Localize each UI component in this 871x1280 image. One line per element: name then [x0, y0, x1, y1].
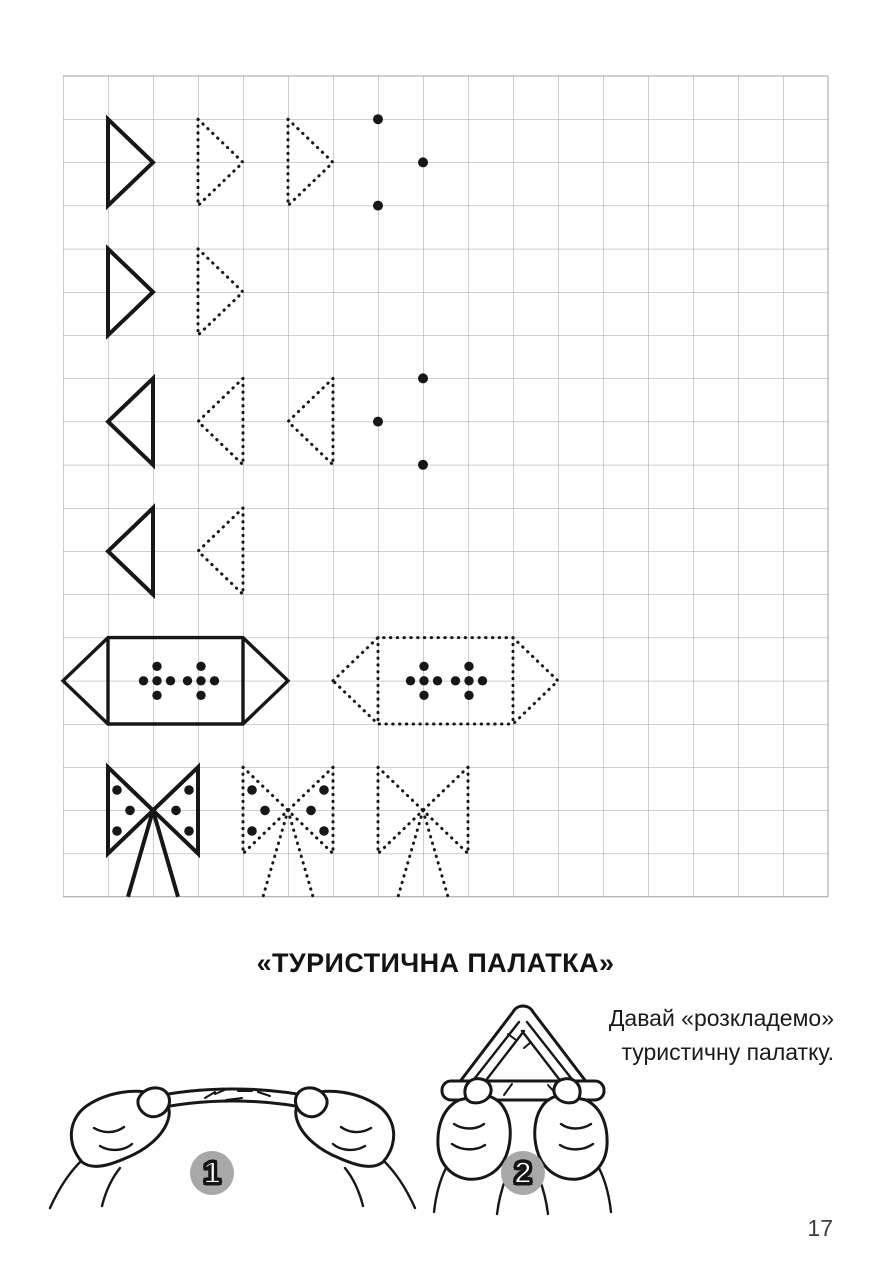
step-badge-2 [501, 1151, 545, 1195]
left-hand [50, 1088, 169, 1208]
hands-step1-illustration [50, 1088, 415, 1208]
caption-line-2: туристичну палатку. [621, 1039, 834, 1065]
right-hand [296, 1088, 415, 1208]
step-badge-1 [190, 1151, 234, 1195]
step-number-1: 1 [203, 1155, 221, 1190]
step-number-2: 2 [514, 1155, 532, 1190]
caption-line-1: Давай «розкладемо» [608, 1005, 834, 1031]
page-number: 17 [807, 1215, 833, 1241]
section-title: «ТУРИСТИЧНА ПАЛАТКА» [256, 948, 615, 978]
caption [609, 1001, 834, 1069]
tracing-grid [63, 76, 828, 897]
